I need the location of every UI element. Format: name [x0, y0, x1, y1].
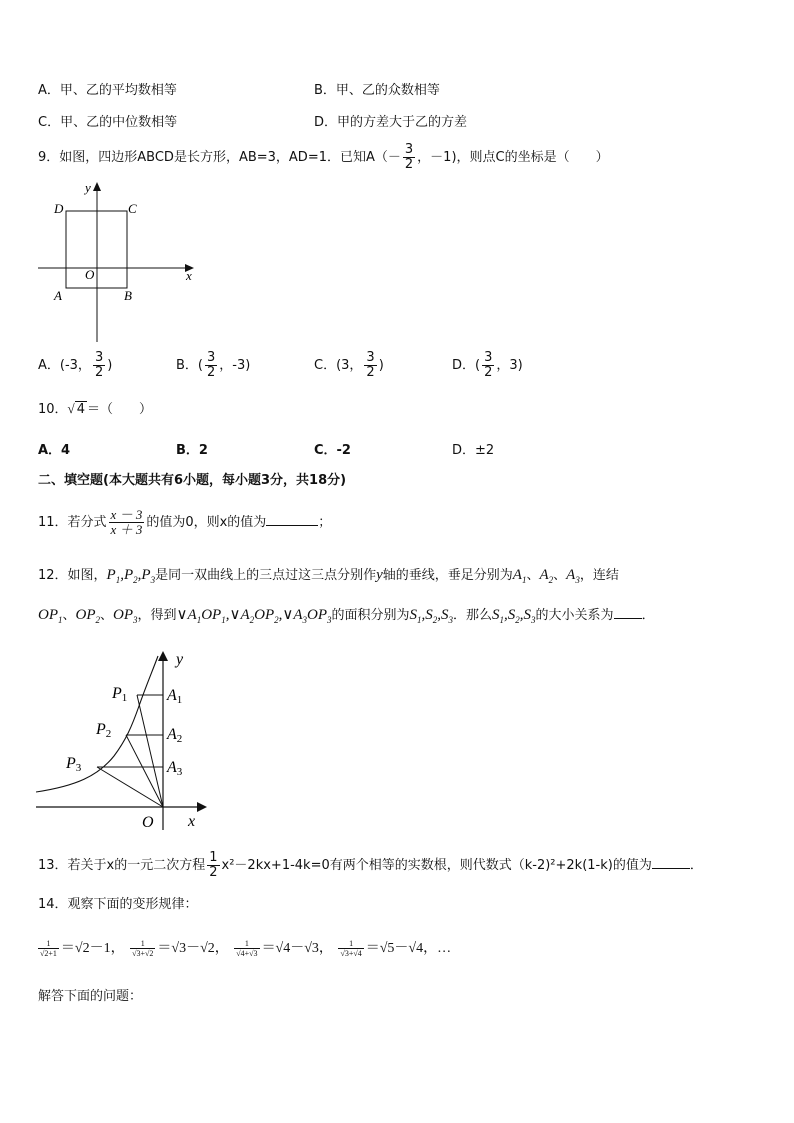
q10-option-d: D．±2 — [452, 443, 495, 458]
q12-label-a1: A1 — [167, 687, 183, 706]
q9-label-d: D — [54, 201, 64, 216]
q12-line1 — [38, 566, 619, 589]
q13-post: x²－2kx+1-4k=0有两个相等的实数根，则代数式（k-2)²+2k(1-k)的值为 — [221, 858, 652, 873]
q12-segments: $OP_1$、$OP_2$、$OP_3$ — [38, 607, 138, 625]
q9-label-o: O — [85, 267, 95, 282]
q12-line1-mid: 是同一双曲线上的三点过这三点分别作 — [155, 568, 377, 583]
q10-option-c: C．-2 — [314, 443, 351, 458]
q13-stem — [38, 848, 703, 884]
q9-option-d — [452, 348, 523, 384]
section2-heading: 二、填空题(本大题共有6小题，每小题3分，共18分) — [38, 473, 347, 488]
q11-fraction — [109, 508, 145, 537]
q9-opt-a-post: ) — [107, 358, 113, 373]
q9-point-a-fraction — [403, 143, 415, 172]
q9-opt-a-num: 3 — [94, 350, 104, 365]
q9-stem-pre: 9．如图，四边形ABCD是长方形，AB=3，AD=1．已知A（－ — [38, 150, 401, 165]
q11-den: x ＋ 3 — [110, 522, 143, 537]
q14-pattern — [36, 932, 451, 966]
q12-label-a2: A2 — [167, 726, 183, 745]
q8-option-d: D．甲的方差大于乙的方差 — [314, 115, 468, 130]
q9-label-b: B — [124, 288, 132, 303]
q12-label-p3: P3 — [66, 755, 82, 774]
q14-frac3: $\frac{1}{√4+√3}$ — [236, 939, 258, 959]
q14-result-4: ＝√5－√4，… — [365, 941, 452, 956]
q12-line2-area: 的面积分别为 — [331, 608, 410, 623]
q9-fraction-den: 2 — [404, 157, 414, 172]
q9-opt-b-pre: B．( — [176, 358, 203, 373]
q10-option-b: B．2 — [176, 443, 208, 458]
q10-stem — [38, 400, 152, 419]
q12-axis-y: y — [376, 567, 383, 583]
q9-opt-b-post: ，-3) — [219, 358, 251, 373]
q11-num: x － 3 — [110, 507, 143, 522]
q14-heading: 14．观察下面的变形规律： — [38, 897, 198, 912]
q12-answer-blank[interactable] — [614, 618, 642, 619]
q9-opt-c-num: 3 — [366, 350, 375, 365]
q9-opt-d-den: 2 — [484, 365, 493, 380]
q8-option-b: B．甲、乙的众数相等 — [314, 83, 440, 98]
q9-opt-d-post: ，3) — [496, 358, 523, 373]
q12-line2-post: 的大小关系为 — [535, 608, 614, 623]
q13-fraction — [207, 851, 219, 880]
q8-option-a: A．甲、乙的平均数相等 — [38, 83, 177, 98]
q9-label-a: A — [54, 288, 62, 303]
q9-opt-c-pre: C．(3， — [314, 358, 363, 373]
q9-label-y: y — [85, 180, 91, 195]
q9-option-a — [38, 348, 112, 384]
q10-tail: ＝（ ） — [86, 402, 152, 417]
q9-opt-c-post: ) — [378, 358, 384, 373]
q12-label-y: y — [176, 651, 184, 668]
sqrt-icon: √ — [67, 401, 75, 416]
q12-feet-a123: $A_1$、$A_2$、$A_3$ — [512, 567, 580, 585]
q8-option-c: C．甲、乙的中位数相等 — [38, 115, 178, 130]
q12-label-p2: P2 — [96, 721, 112, 740]
q12-hyperbola-figure — [36, 648, 216, 832]
q9-opt-b-den: 2 — [207, 365, 216, 380]
q12-line2-then: ．那么 — [453, 608, 493, 623]
q9-opt-a-fraction — [93, 351, 105, 380]
q11-answer-blank[interactable] — [266, 525, 318, 526]
q9-opt-b-num: 3 — [207, 350, 216, 365]
q14-frac4: $\frac{1}{√3+√4}$ — [340, 939, 362, 959]
q12-line1-end: ，连结 — [579, 568, 619, 583]
q12-triangles: $\vee A_1OP_1,\vee A_2OP_2,\vee A_3OP_3$ — [176, 607, 332, 625]
q12-line1-pre: 12．如图， — [38, 568, 107, 583]
q9-stem — [38, 140, 609, 176]
q9-opt-a-pre: A．(-3， — [38, 358, 91, 373]
q12-x-arrow — [197, 802, 207, 812]
q14-frac2: $\frac{1}{√3+√2}$ — [132, 939, 154, 959]
q14-frac1: $\frac{1}{√2+1}$ — [40, 939, 57, 959]
q12-label-a3: A3 — [167, 759, 183, 778]
q13-end: ． — [689, 858, 703, 873]
q9-option-c — [314, 348, 384, 384]
q9-opt-d-fraction — [482, 351, 494, 380]
q12-label-p1: P1 — [112, 685, 128, 704]
q9-opt-a-den: 2 — [94, 365, 104, 380]
q9-label-x: x — [186, 268, 192, 283]
q12-line2 — [38, 606, 655, 629]
q12-y-arrow — [158, 651, 168, 661]
q11-post: 的值为0，则x的值为 — [146, 515, 267, 530]
q12-line2-mid: ，得到 — [137, 608, 177, 623]
q14-result-1: ＝√2－1， — [60, 941, 125, 956]
q9-fraction-num: 3 — [404, 142, 414, 157]
q13-den: 2 — [209, 865, 218, 880]
q9-rectangle-figure — [30, 176, 205, 346]
q11-end: ； — [318, 515, 332, 530]
q10-number: 10． — [38, 402, 68, 417]
q9-opt-b-fraction — [205, 351, 217, 380]
q9-stem-post: ，－1)，则点C的坐标是（ ） — [417, 150, 609, 165]
q13-answer-blank[interactable] — [652, 868, 690, 869]
q9-opt-d-num: 3 — [484, 350, 493, 365]
q14-answer-prompt: 解答下面的问题： — [38, 989, 143, 1004]
q10-radicand: 4 — [76, 402, 85, 417]
q11-stem — [38, 505, 331, 541]
q13-pre: 13．若关于x的一元二次方程 — [38, 858, 206, 873]
q9-option-b — [176, 348, 250, 384]
q12-points-p123: $P_1,P_2,P_3$ — [106, 567, 156, 585]
q9-opt-c-den: 2 — [366, 365, 375, 380]
q13-num: 1 — [209, 850, 218, 865]
q10-option-a: A．4 — [38, 443, 71, 458]
q14-result-2: ＝√3－√2， — [157, 941, 229, 956]
q12-line1-post: 轴的垂线，垂足分别为 — [382, 568, 513, 583]
q12-areas-s123-again: $S_1,S_2,S_3$ — [492, 607, 536, 625]
q12-seg-op1 — [137, 695, 163, 807]
q12-label-o: O — [142, 814, 154, 831]
q12-line2-end: ． — [641, 608, 655, 623]
q12-areas-s123: $S_1,S_2,S_3$ — [409, 607, 454, 625]
q9-opt-c-fraction — [364, 351, 376, 380]
q12-label-x: x — [188, 813, 196, 830]
q9-opt-d-pre: D．( — [452, 358, 481, 373]
q14-result-3: ＝√4－√3， — [261, 941, 333, 956]
q11-pre: 11．若分式 — [38, 515, 107, 530]
q9-y-arrow — [93, 182, 101, 191]
q9-label-c: C — [128, 201, 137, 216]
